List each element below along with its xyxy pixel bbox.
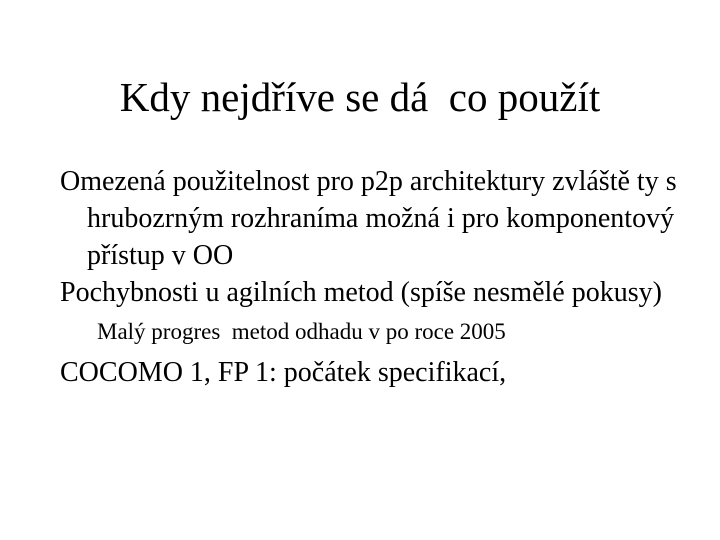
bullet-item: Pochybnosti u agilních metod (spíše nesmělé pokusy) xyxy=(60,277,662,308)
bullet-item: COCOMO 1, FP 1: počátek specifikací, xyxy=(60,357,507,388)
sub-bullet-item: Malý progres metod odhadu v po roce 2005 xyxy=(97,319,506,344)
slide-title: Kdy nejdříve se dá co použít xyxy=(119,74,601,120)
bullet-item: Omezená použitelnost pro p2p architektury zvláště ty s hrubozrným rozhraníma možná i pro komponentový přístup v OO xyxy=(60,166,684,271)
bullet-list xyxy=(60,163,700,391)
